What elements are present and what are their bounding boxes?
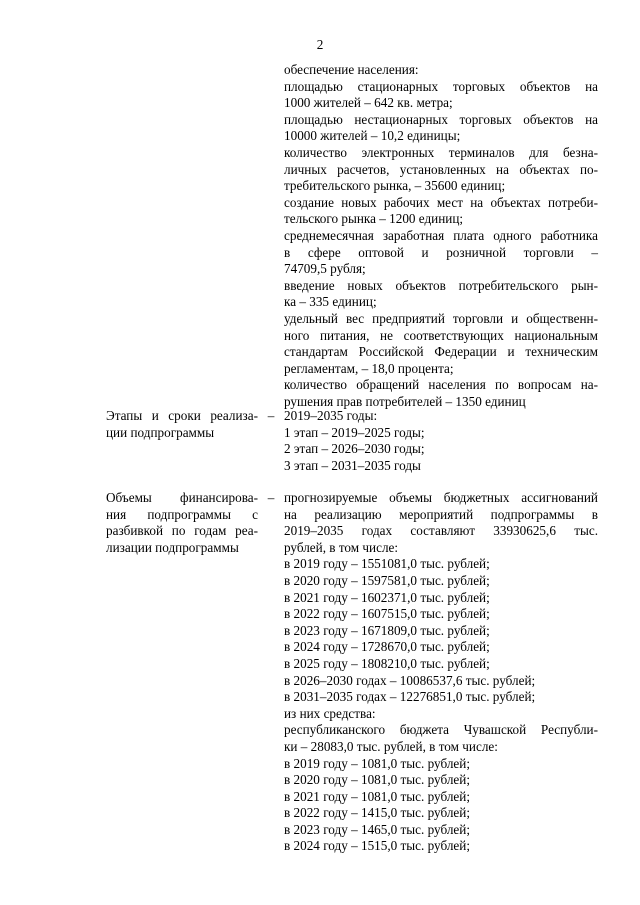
funding-value-block [284, 490, 598, 855]
stage-line: 3 этап – 2031–2035 годы [284, 457, 421, 473]
funding-line: на реализацию мероприятий подпрограммы в [284, 506, 598, 522]
funding-label-line: лизации подпрограммы [106, 539, 239, 555]
funding-line: в 2020 году – 1081,0 тыс. рублей; [284, 772, 470, 788]
funding-line: прогнозируемые объемы бюджетных ассигнований [284, 490, 598, 505]
funding-line: в 2023 году – 1465,0 тыс. рублей; [284, 821, 470, 837]
indicator-line: личных расчетов, установленных на объектах по- [284, 161, 598, 177]
page-number: 2 [316, 37, 324, 52]
indicator-line: ка – 335 единиц; [284, 294, 377, 310]
stages-label-line: Этапы и сроки реализа- [106, 408, 258, 423]
indicator-line: введение новых объектов потребительского рын- [284, 277, 598, 293]
funding-line: в 2026–2030 годах – 10086537,6 тыс. рублей; [284, 672, 536, 688]
indicator-line: площадью стационарных торговых объектов на [284, 78, 598, 94]
indicator-line: рушения прав потребителей – 1350 единиц [284, 393, 526, 409]
funding-line: в 2022 году – 1415,0 тыс. рублей; [284, 805, 470, 821]
indicator-line: регламентам, – 18,0 процента; [284, 360, 454, 376]
stages-dash: – [267, 408, 275, 423]
funding-line: в 2024 году – 1515,0 тыс. рублей; [284, 838, 470, 854]
indicator-line: в сфере оптовой и розничной торговли – [284, 244, 598, 260]
indicator-line: удельный вес предприятий торговли и общественн- [284, 310, 598, 326]
funding-label [106, 490, 258, 556]
funding-label-line: Объемы финансирова- [106, 490, 258, 505]
funding-line: из них средства: [284, 705, 376, 721]
indicator-line: среднемесячная заработная плата одного работника [284, 227, 598, 243]
funding-line: в 2031–2035 годах – 12276851,0 тыс. рублей; [284, 689, 536, 705]
funding-line: в 2022 году – 1607515,0 тыс. рублей; [284, 606, 490, 622]
funding-line: в 2019 году – 1081,0 тыс. рублей; [284, 755, 470, 771]
stage-line: 2 этап – 2026–2030 годы; [284, 441, 425, 457]
funding-line: республиканского бюджета Чувашской Республи- [284, 722, 598, 738]
funding-line: в 2024 году – 1728670,0 тыс. рублей; [284, 639, 490, 655]
funding-line: в 2021 году – 1081,0 тыс. рублей; [284, 788, 470, 804]
indicator-line: требительского рынка, – 35600 единиц; [284, 178, 506, 194]
funding-line: ки – 28083,0 тыс. рублей, в том числе: [284, 738, 498, 754]
funding-line: в 2020 году – 1597581,0 тыс. рублей; [284, 572, 490, 588]
funding-line: в 2023 году – 1671809,0 тыс. рублей; [284, 622, 490, 638]
indicator-line: обеспечение населения: [284, 62, 419, 77]
funding-label-line: ния подпрограммы с [106, 506, 258, 522]
indicator-line: 1000 жителей – 642 кв. метра; [284, 95, 453, 111]
indicator-line: 74709,5 рубля; [284, 261, 366, 277]
indicator-line: площадью нестационарных торговых объектов на [284, 111, 598, 127]
indicator-line: тельского рынка – 1200 единиц; [284, 211, 464, 227]
indicator-line: количество обращений населения по вопросам на- [284, 377, 598, 393]
stage-line: 1 этап – 2019–2025 годы; [284, 424, 425, 440]
funding-line: в 2019 году – 1551081,0 тыс. рублей; [284, 556, 490, 572]
stages-label [106, 408, 258, 441]
funding-line: 2019–2035 годах составляют 33930625,6 тыс. [284, 523, 598, 539]
indicator-line: ного питания, не соответствующих национальным [284, 327, 598, 343]
indicator-line: 10000 жителей – 10,2 единицы; [284, 128, 461, 144]
funding-label-line: разбивкой по годам реа- [106, 523, 258, 539]
stage-line: 2019–2035 годы: [284, 408, 378, 423]
funding-line: в 2021 году – 1602371,0 тыс. рублей; [284, 589, 490, 605]
stages-value-block [284, 408, 598, 474]
indicator-line: количество электронных терминалов для безна- [284, 144, 598, 160]
indicator-line: стандартам Российской Федерации и техническим [284, 344, 598, 360]
funding-line: в 2025 году – 1808210,0 тыс. рублей; [284, 655, 490, 671]
stages-label-line: ции подпрограммы [106, 424, 215, 440]
indicators-value-block [284, 62, 598, 410]
funding-line: рублей, в том числе: [284, 539, 399, 555]
indicator-line: создание новых рабочих мест на объектах потреби- [284, 194, 598, 210]
funding-dash: – [267, 490, 275, 505]
